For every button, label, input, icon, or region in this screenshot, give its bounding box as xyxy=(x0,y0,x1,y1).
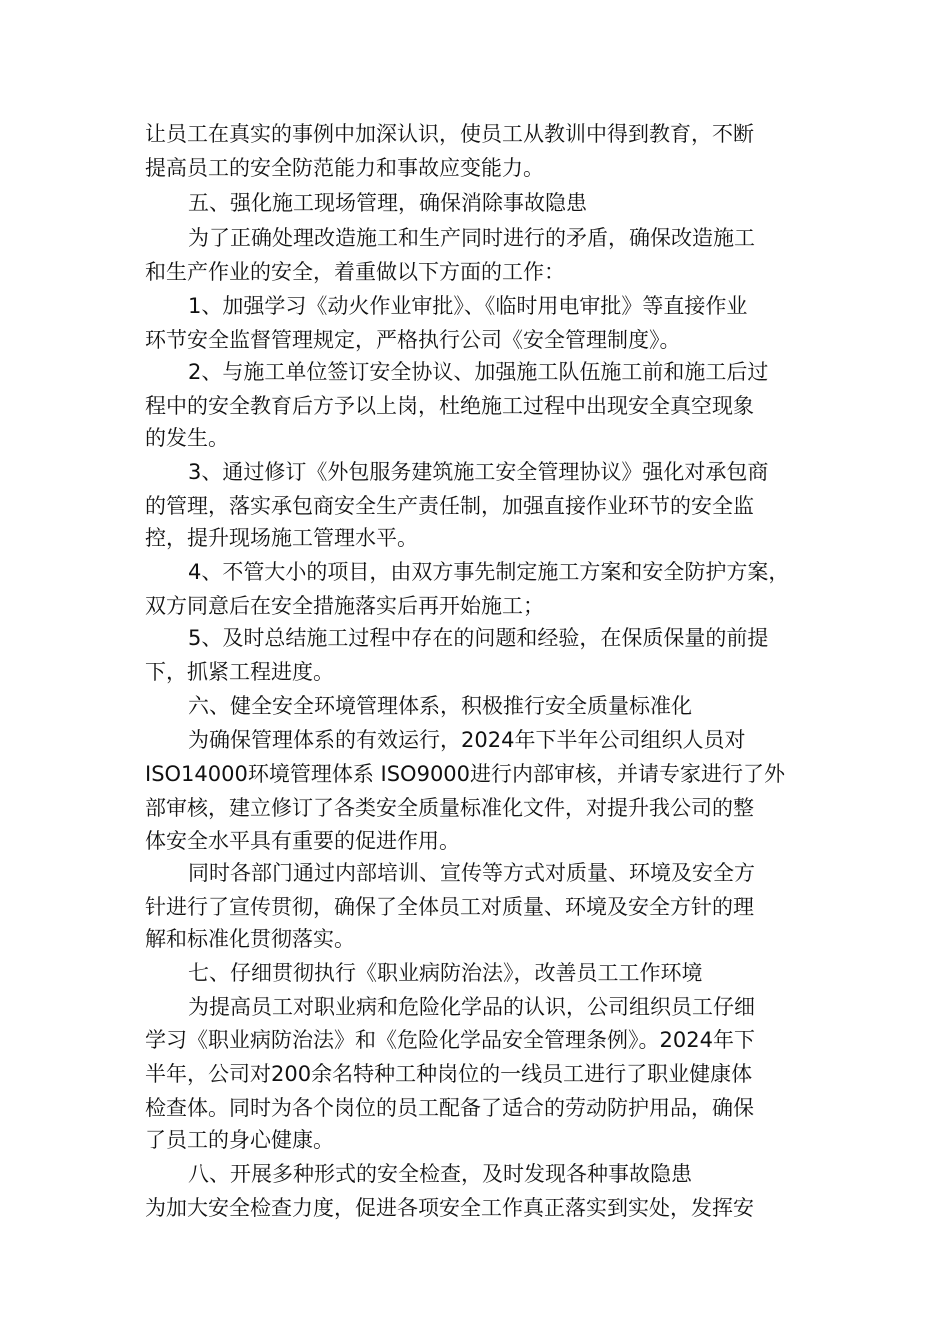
list-item: 3、通过修订《外包服务建筑施工安全管理协议》强化对承包商 xyxy=(188,460,769,484)
section-heading: 七、仔细贯彻执行《职业病防治法》，改善员工工作环境 xyxy=(188,961,703,985)
text-line: 部审核，建立修订了各类安全质量标准化文件，对提升我公司的整 xyxy=(145,796,754,820)
text-line: 环节安全监督管理规定，严格执行公司《安全管理制度》。 xyxy=(145,328,681,352)
text-line: 同时各部门通过内部培训、宣传等方式对质量、环境及安全方 xyxy=(188,861,755,885)
text-line: 和生产作业的安全，着重做以下方面的工作： xyxy=(145,260,565,284)
text-line: 为了正确处理改造施工和生产同时进行的矛盾，确保改造施工 xyxy=(188,226,755,250)
text-line: 针进行了宣传贯彻，确保了全体员工对质量、环境及安全方针的理 xyxy=(145,895,754,919)
text-line: 为确保管理体系的有效运行，2024年下半年公司组织人员对 xyxy=(188,728,746,752)
text-line: 解和标准化贯彻落实。 xyxy=(145,927,355,951)
section-heading: 八、开展多种形式的安全检查，及时发现各种事故隐患 xyxy=(188,1162,692,1186)
text-line: 的管理，落实承包商安全生产责任制，加强直接作业环节的安全监 xyxy=(145,494,754,518)
section-heading: 五、强化施工现场管理，确保消除事故隐患 xyxy=(188,191,587,215)
section-heading: 六、健全安全环境管理体系，积极推行安全质量标准化 xyxy=(188,694,692,718)
text-line: 检查体。同时为各个岗位的员工配备了适合的劳动防护用品，确保 xyxy=(145,1096,754,1120)
text-line: 程中的安全教育后方予以上岗，杜绝施工过程中出现安全真空现象 xyxy=(145,394,754,418)
text-line: 控，提升现场施工管理水平。 xyxy=(145,526,418,550)
text-line: 为加大安全检查力度，促进各项安全工作真正落实到实处，发挥安 xyxy=(145,1196,754,1220)
text-line: 的发生。 xyxy=(145,426,229,450)
text-line: 为提高员工对职业病和危险化学品的认识，公司组织员工仔细 xyxy=(188,995,755,1019)
text-line: 了员工的身心健康。 xyxy=(145,1128,334,1152)
text-line: 提高员工的安全防范能力和事故应变能力。 xyxy=(145,156,544,180)
list-item: 4、不管大小的项目，由双方事先制定施工方案和安全防护方案， xyxy=(188,560,790,584)
list-item: 5、及时总结施工过程中存在的问题和经验，在保质保量的前提 xyxy=(188,626,769,650)
text-line: 下，抓紧工程进度。 xyxy=(145,660,334,684)
list-item: 1、加强学习《动火作业审批》、《临时用电审批》等直接作业 xyxy=(188,294,748,318)
text-line: 让员工在真实的事例中加深认识，使员工从教训中得到教育，不断 xyxy=(145,122,754,146)
text-line: ISO14000环境管理体系 ISO9000进行内部审核，并请专家进行了外 xyxy=(145,762,786,786)
text-line: 半年，公司对200余名特种工种岗位的一线员工进行了职业健康体 xyxy=(145,1062,753,1086)
text-line: 体安全水平具有重要的促进作用。 xyxy=(145,829,460,853)
list-item: 2、与施工单位签订安全协议、加强施工队伍施工前和施工后过 xyxy=(188,360,769,384)
text-line: 双方同意后在安全措施落实后再开始施工； xyxy=(145,594,544,618)
text-line: 学习《职业病防治法》和《危险化学品安全管理条例》。2024年下 xyxy=(145,1028,755,1052)
